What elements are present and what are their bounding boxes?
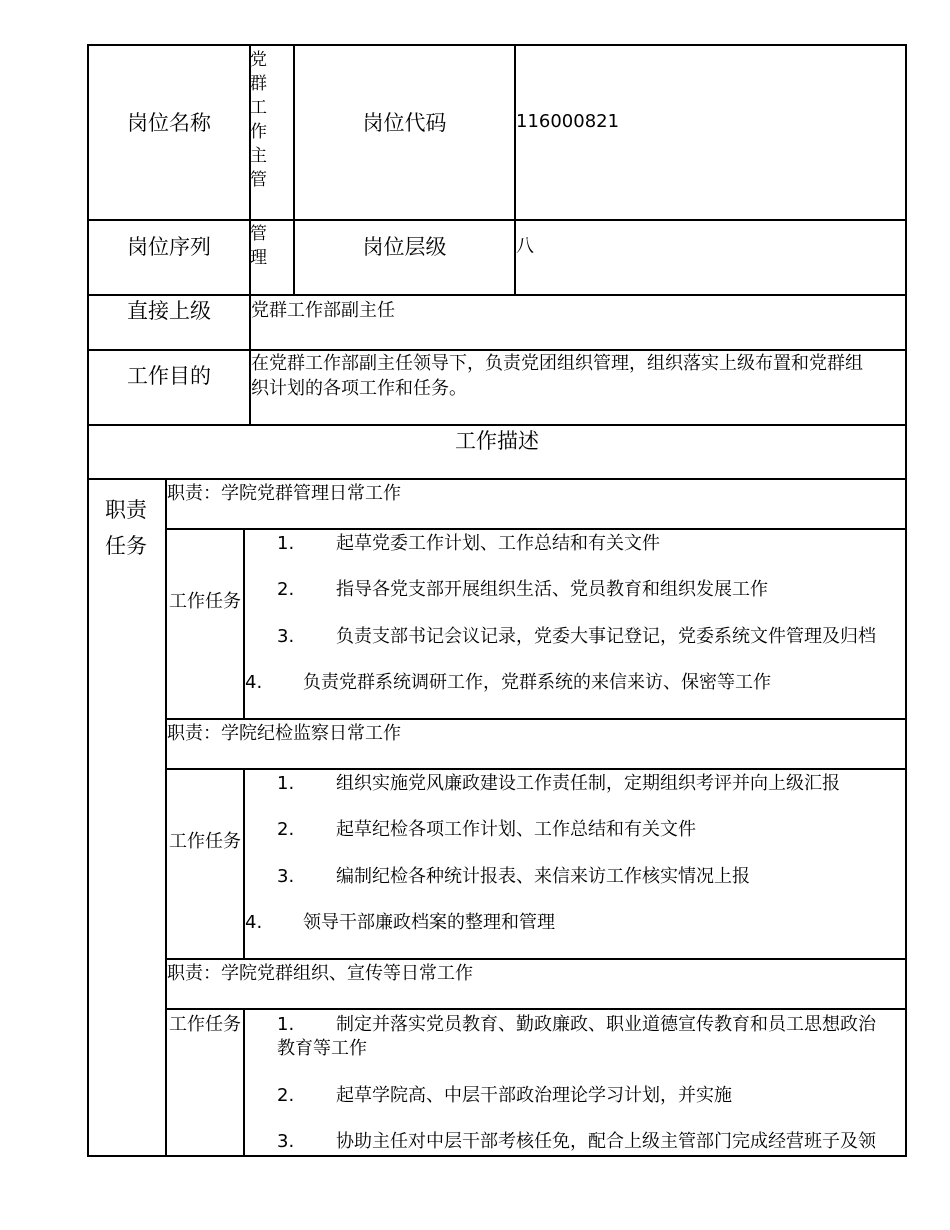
row-divider (165, 718, 907, 720)
table-border-bottom (87, 1155, 907, 1157)
job-code-value: 116000821 (516, 111, 620, 132)
purpose-label: 工作目的 (127, 364, 211, 388)
table-border-left (87, 44, 89, 1157)
task-number: 2. (277, 1085, 295, 1106)
task-label: 工作任务 (169, 831, 241, 852)
task-text: 负责党群系统调研工作，党群系统的来信来访、保密等工作 (303, 672, 771, 693)
row-divider (87, 478, 907, 480)
task-text: 起草党委工作计划、工作总结和有关文件 (336, 533, 660, 554)
task-number: 3. (277, 626, 295, 647)
row-divider (87, 424, 907, 426)
task-text: 起草纪检各项工作计划、工作总结和有关文件 (336, 819, 696, 840)
task-text: 协助主任对中层干部考核任免，配合上级主管部门完成经营班子及领 (336, 1131, 876, 1152)
duty-title: 职责：学院党群管理日常工作 (167, 483, 401, 504)
row-divider (87, 219, 907, 221)
row-divider (87, 294, 907, 296)
row-divider (165, 958, 907, 960)
job-code-label: 岗位代码 (362, 111, 447, 135)
superior-label: 直接上级 (127, 299, 211, 323)
job-sequence-label: 岗位序列 (127, 235, 211, 259)
task-number: 4. (245, 672, 263, 693)
row-divider (165, 1008, 907, 1010)
task-text: 编制纪检各种统计报表、来信来访工作核实情况上报 (336, 866, 750, 887)
purpose-text-line1: 在党群工作部副主任领导下，负责党团组织管理，组织落实上级布置和党群组 (251, 353, 863, 374)
superior-value: 党群工作部副主任 (251, 300, 395, 321)
task-label: 工作任务 (169, 1014, 241, 1035)
task-text: 组织实施党风廉政建设工作责任制，定期组织考评并向上级汇报 (336, 773, 840, 794)
task-number: 4. (245, 912, 263, 933)
job-name-value: 党群工作主管 (250, 50, 267, 190)
task-text: 领导干部廉政档案的整理和管理 (303, 912, 555, 933)
job-level-value: 八 (516, 236, 534, 257)
task-number: 1. (277, 1014, 295, 1035)
row-divider (165, 528, 907, 530)
task-text: 负责支部书记会议记录，党委大事记登记，党委系统文件管理及归档 (336, 626, 876, 647)
job-sequence-value: 管理 (250, 224, 267, 268)
job-level-label: 岗位层级 (362, 235, 447, 259)
task-number: 1. (277, 773, 295, 794)
task-text: 起草学院高、中层干部政治理论学习计划，并实施 (336, 1085, 732, 1106)
duty-title: 职责：学院党群组织、宣传等日常工作 (167, 963, 473, 984)
task-text-continued: 教育等工作 (277, 1038, 367, 1059)
task-label: 工作任务 (169, 591, 241, 612)
task-number: 1. (277, 533, 295, 554)
job-name-label: 岗位名称 (127, 111, 211, 135)
task-number: 2. (277, 579, 295, 600)
row-divider (87, 349, 907, 351)
task-number: 2. (277, 819, 295, 840)
task-number: 3. (277, 866, 295, 887)
task-number: 3. (277, 1131, 295, 1152)
work-description-title: 工作描述 (455, 429, 539, 453)
task-text: 指导各党支部开展组织生活、党员教育和组织发展工作 (336, 579, 768, 600)
duty-label: 职责任务 (105, 498, 147, 558)
task-text: 制定并落实党员教育、勤政廉政、职业道德宣传教育和员工思想政治 (336, 1014, 876, 1035)
table-border-top (87, 44, 907, 46)
table-border-right (905, 44, 907, 1157)
row-divider (165, 768, 907, 770)
duty-title: 职责：学院纪检监察日常工作 (167, 723, 401, 744)
purpose-text-line2: 织计划的各项工作和任务。 (251, 378, 467, 399)
col-divider (165, 478, 167, 1157)
col-divider (243, 1008, 245, 1157)
